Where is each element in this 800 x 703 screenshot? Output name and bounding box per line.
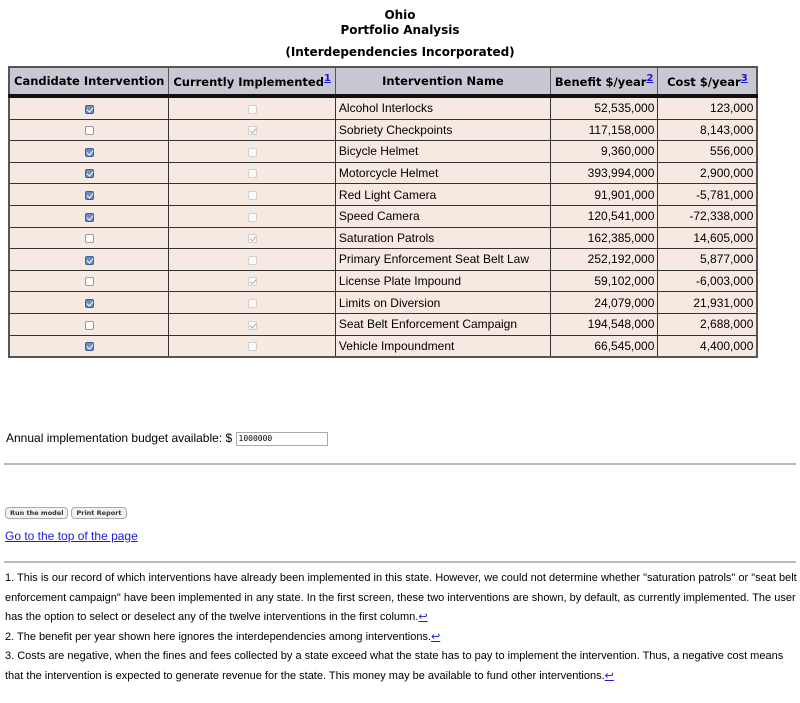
cost-value: 4,400,000 — [658, 335, 758, 357]
table-row — [9, 227, 757, 249]
footnote-link-3[interactable]: 3 — [740, 73, 748, 85]
benefit-value: 24,079,000 — [550, 292, 657, 314]
implemented-checkbox — [248, 299, 257, 308]
cost-value: 5,877,000 — [658, 249, 758, 271]
go-to-top-link[interactable]: Go to the top of the page — [5, 529, 138, 543]
return-arrow-icon[interactable]: ↩ — [418, 611, 428, 624]
candidate-checkbox[interactable] — [85, 234, 94, 243]
implemented-cell — [169, 227, 336, 249]
candidate-checkbox[interactable] — [85, 169, 94, 178]
footnote-link-2[interactable]: 2 — [646, 73, 654, 85]
table-row — [9, 270, 757, 292]
footnotes — [5, 569, 797, 687]
implemented-cell — [169, 184, 336, 206]
implemented-checkbox — [248, 256, 257, 265]
implemented-checkbox — [248, 277, 257, 286]
col-header-candidate: Candidate Intervention — [9, 67, 169, 96]
divider — [4, 561, 796, 563]
candidate-checkbox[interactable] — [85, 105, 94, 114]
candidate-checkbox[interactable] — [85, 191, 94, 200]
candidate-checkbox[interactable] — [85, 256, 94, 265]
intervention-name: Saturation Patrols — [335, 227, 550, 249]
benefit-value: 117,158,000 — [550, 119, 657, 141]
candidate-cell — [9, 249, 169, 271]
action-buttons — [5, 502, 130, 520]
run-model-button[interactable]: Run the model — [5, 507, 68, 519]
return-arrow-icon[interactable]: ↩ — [431, 630, 441, 643]
cost-value: 2,688,000 — [658, 313, 758, 335]
candidate-cell — [9, 162, 169, 184]
table-header-row — [9, 67, 757, 96]
candidate-cell — [9, 205, 169, 227]
benefit-value: 52,535,000 — [550, 96, 657, 119]
interventions-table — [8, 66, 758, 358]
table-row — [9, 313, 757, 335]
divider — [4, 463, 796, 465]
benefit-value: 59,102,000 — [550, 270, 657, 292]
intervention-name: Limits on Diversion — [335, 292, 550, 314]
implemented-checkbox — [248, 342, 257, 351]
candidate-cell — [9, 270, 169, 292]
implemented-checkbox — [248, 213, 257, 222]
footnote-1: 1. This is our record of which interventions have already been implemented in this state. However, we could not determine whether "saturation patrols" or "seat belt enforcement campaign" have been implemented in any state. In the first screen, these two interventions are shown, by default, as currently implemented. The user has the option to select or deselect any of the twelve interventions in the first column.↩ — [5, 572, 797, 624]
table-row — [9, 184, 757, 206]
print-report-button[interactable]: Print Report — [71, 507, 126, 519]
page-title: Portfolio Analysis — [340, 23, 460, 37]
candidate-checkbox[interactable] — [85, 299, 94, 308]
intervention-name: Speed Camera — [335, 205, 550, 227]
cost-value: -6,003,000 — [658, 270, 758, 292]
intervention-name: Red Light Camera — [335, 184, 550, 206]
benefit-value: 252,192,000 — [550, 249, 657, 271]
intervention-name: Bicycle Helmet — [335, 141, 550, 163]
benefit-value: 66,545,000 — [550, 335, 657, 357]
implemented-cell — [169, 335, 336, 357]
benefit-value: 120,541,000 — [550, 205, 657, 227]
implemented-cell — [169, 162, 336, 184]
candidate-checkbox[interactable] — [85, 342, 94, 351]
implemented-cell — [169, 96, 336, 119]
benefit-value: 91,901,000 — [550, 184, 657, 206]
implemented-cell — [169, 313, 336, 335]
candidate-checkbox[interactable] — [85, 277, 94, 286]
table-row — [9, 205, 757, 227]
intervention-name: Seat Belt Enforcement Campaign — [335, 313, 550, 335]
candidate-checkbox[interactable] — [85, 148, 94, 157]
intervention-name: Alcohol Interlocks — [335, 96, 550, 119]
implemented-checkbox — [248, 148, 257, 157]
intervention-name: Primary Enforcement Seat Belt Law — [335, 249, 550, 271]
candidate-cell — [9, 292, 169, 314]
cost-value: -5,781,000 — [658, 184, 758, 206]
implemented-checkbox — [248, 234, 257, 243]
budget-input[interactable] — [236, 432, 328, 446]
intervention-name: License Plate Impound — [335, 270, 550, 292]
cost-value: 556,000 — [658, 141, 758, 163]
implemented-checkbox — [248, 126, 257, 135]
benefit-value: 393,994,000 — [550, 162, 657, 184]
implemented-checkbox — [248, 169, 257, 178]
table-row — [9, 119, 757, 141]
budget-row — [6, 431, 328, 446]
table-row — [9, 335, 757, 357]
state-title: Ohio — [384, 8, 416, 22]
col-header-implemented: Currently Implemented$^1$ — [169, 67, 336, 96]
candidate-cell — [9, 313, 169, 335]
cost-value: -72,338,000 — [658, 205, 758, 227]
cost-value: 8,143,000 — [658, 119, 758, 141]
col-header-name: Intervention Name — [335, 67, 550, 96]
implemented-cell — [169, 119, 336, 141]
candidate-checkbox[interactable] — [85, 213, 94, 222]
col-header-cost: Cost $/year$^3$ — [658, 67, 758, 96]
benefit-value: 162,385,000 — [550, 227, 657, 249]
implemented-cell — [169, 141, 336, 163]
intervention-name: Motorcycle Helmet — [335, 162, 550, 184]
cost-value: 14,605,000 — [658, 227, 758, 249]
benefit-value: 9,360,000 — [550, 141, 657, 163]
footnote-2: 2. The benefit per year shown here ignores the interdependencies among interventions.↩ — [5, 630, 441, 643]
candidate-checkbox[interactable] — [85, 126, 94, 135]
implemented-cell — [169, 292, 336, 314]
cost-value: 2,900,000 — [658, 162, 758, 184]
table-row — [9, 249, 757, 271]
benefit-value: 194,548,000 — [550, 313, 657, 335]
candidate-cell — [9, 184, 169, 206]
candidate-cell — [9, 96, 169, 119]
candidate-cell — [9, 335, 169, 357]
return-arrow-icon[interactable]: ↩ — [604, 669, 614, 682]
col-header-benefit: Benefit $/year$^2$ — [550, 67, 657, 96]
implemented-cell — [169, 270, 336, 292]
footnote-3: 3. Costs are negative, when the fines and fees collected by a state exceed what the state has to pay to implement the intervention. Thus, a negative cost means that the intervention is expected to generate revenue for the state. This money may be available to fund other interventions.↩ — [5, 650, 784, 682]
candidate-cell — [9, 141, 169, 163]
footnote-link-1[interactable]: 1 — [323, 73, 331, 85]
table-row — [9, 162, 757, 184]
implemented-cell — [169, 205, 336, 227]
intervention-name: Sobriety Checkpoints — [335, 119, 550, 141]
implemented-cell — [169, 249, 336, 271]
implemented-checkbox — [248, 105, 257, 114]
budget-label: Annual implementation budget available: $ — [6, 431, 233, 445]
cost-value: 123,000 — [658, 96, 758, 119]
candidate-cell — [9, 227, 169, 249]
table-row — [9, 141, 757, 163]
table-row — [9, 292, 757, 314]
intervention-name: Vehicle Impoundment — [335, 335, 550, 357]
page-header — [0, 8, 800, 59]
implemented-checkbox — [248, 321, 257, 330]
cost-value: 21,931,000 — [658, 292, 758, 314]
candidate-cell — [9, 119, 169, 141]
candidate-checkbox[interactable] — [85, 321, 94, 330]
table-row — [9, 96, 757, 119]
implemented-checkbox — [248, 191, 257, 200]
page-subtitle: (Interdependencies Incorporated) — [285, 45, 515, 59]
